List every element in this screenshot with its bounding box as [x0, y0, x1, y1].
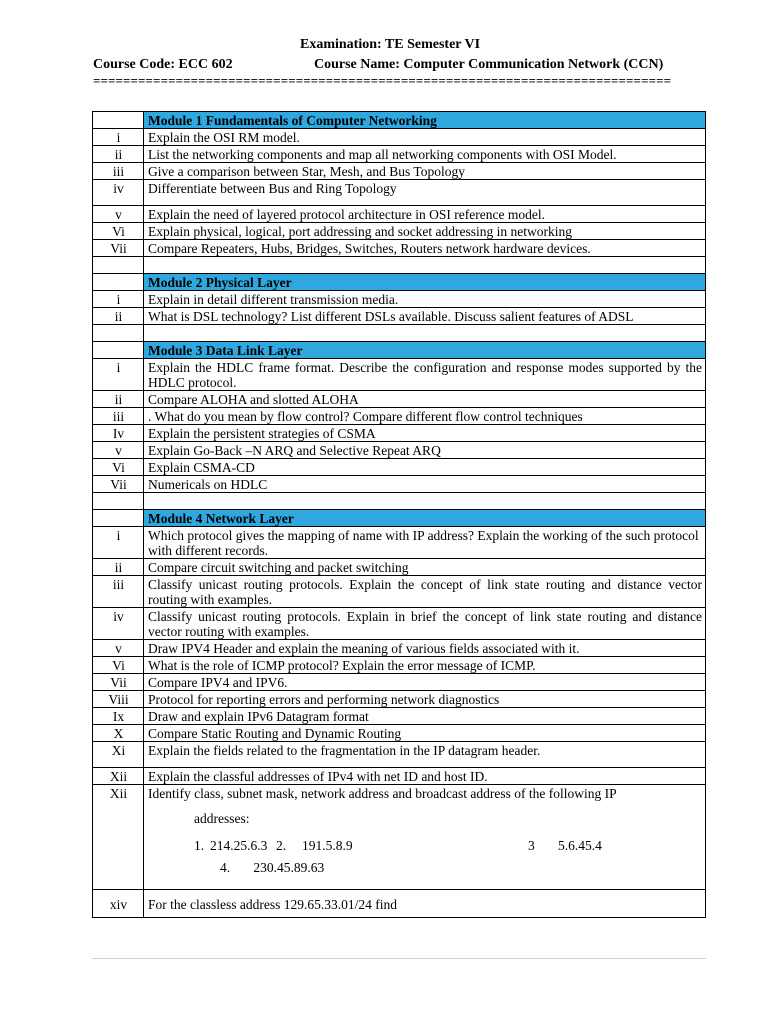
blank-cell [144, 257, 706, 274]
table-row [93, 708, 706, 725]
question-table [92, 111, 706, 918]
question-text: List the networking components and map all networking components with OSI Model. [144, 146, 706, 163]
question-text: Explain the OSI RM model. [144, 129, 706, 146]
table-row [93, 442, 706, 459]
ip-list-line [148, 826, 702, 853]
module-header-row [93, 510, 706, 527]
module-header-row [93, 112, 706, 129]
table-row [93, 890, 706, 918]
module-num-cell [93, 510, 144, 527]
question-text: Differentiate between Bus and Ring Topology [144, 180, 706, 206]
question-text: Compare Static Routing and Dynamic Routing [144, 725, 706, 742]
question-number: Vi [93, 657, 144, 674]
module-num-cell [93, 342, 144, 359]
blank-cell [144, 493, 706, 510]
question-text: Compare IPV4 and IPV6. [144, 674, 706, 691]
table-row [93, 359, 706, 391]
blank-cell [93, 325, 144, 342]
table-row [93, 408, 706, 425]
table-row [93, 674, 706, 691]
table-row [93, 459, 706, 476]
question-number: iv [93, 608, 144, 640]
question-text: Explain the persistent strategies of CSMA [144, 425, 706, 442]
table-row [93, 559, 706, 576]
ip-address: 5.6.45.4 [558, 838, 602, 853]
table-row [93, 640, 706, 657]
ip-number: 4. [220, 860, 231, 875]
question-number: X [93, 725, 144, 742]
question-number: i [93, 291, 144, 308]
ip-address: 230.45.89.63 [253, 860, 325, 875]
ip-number: 1. [194, 838, 205, 853]
question-text: Explain in detail different transmission media. [144, 291, 706, 308]
question-text: Explain the classful addresses of IPv4 with net ID and host ID. [144, 768, 706, 785]
question-number: Xi [93, 742, 144, 768]
question-text: Identify class, subnet mask, network address and broadcast address of the following IP [148, 786, 617, 801]
separator-line: ============================================================================= [93, 73, 672, 88]
blank-cell [93, 257, 144, 274]
course-code: Course Code: ECC 602 [93, 57, 233, 72]
blank-cell [93, 493, 144, 510]
question-number: xiv [93, 890, 144, 918]
table-row [93, 163, 706, 180]
blank-cell [144, 325, 706, 342]
question-number: i [93, 129, 144, 146]
question-number: Vi [93, 223, 144, 240]
table-row [93, 742, 706, 768]
table-row [93, 308, 706, 325]
table-row [93, 576, 706, 608]
question-text: Protocol for reporting errors and performing network diagnostics [144, 691, 706, 708]
question-text: Compare circuit switching and packet switching [144, 559, 706, 576]
module-title: Module 2 Physical Layer [144, 274, 706, 291]
question-number: Vii [93, 674, 144, 691]
question-number: v [93, 640, 144, 657]
question-number: ii [93, 146, 144, 163]
table-row [93, 240, 706, 257]
question-text: Compare ALOHA and slotted ALOHA [144, 391, 706, 408]
module-title: Module 3 Data Link Layer [144, 342, 706, 359]
module-num-cell [93, 274, 144, 291]
table-row [93, 391, 706, 408]
blank-row [93, 257, 706, 274]
table-row [93, 527, 706, 559]
question-number: iii [93, 408, 144, 425]
table-row [93, 785, 706, 890]
ip-number: 3 [528, 838, 535, 853]
table-row [93, 146, 706, 163]
ip-address: 214.25.6.3 [210, 838, 268, 853]
question-text: Explain Go-Back –N ARQ and Selective Repeat ARQ [144, 442, 706, 459]
question-number: Xii [93, 768, 144, 785]
table-row [93, 476, 706, 493]
ip-address: 191.5.8.9 [302, 838, 353, 853]
question-text: Classify unicast routing protocols. Explain the concept of link state routing and distance vector routing with examples. [144, 576, 706, 608]
table-row [93, 223, 706, 240]
table-row [93, 129, 706, 146]
question-text: Which protocol gives the mapping of name with IP address? Explain the working of the such protocol with different records. [144, 527, 706, 559]
question-number: Viii [93, 691, 144, 708]
question-number: Vii [93, 476, 144, 493]
module-num-cell [93, 112, 144, 129]
question-cell [144, 785, 706, 890]
question-text: Explain the need of layered protocol architecture in OSI reference model. [144, 206, 706, 223]
table-row [93, 180, 706, 206]
module-header-row [93, 274, 706, 291]
ip-number: 2. [276, 838, 287, 853]
question-text: Explain the HDLC frame format. Describe the configuration and response modes supported by the HDLC protocol. [144, 359, 706, 391]
course-name: Course Name: Computer Communication Network (CCN) [314, 57, 664, 72]
question-number: iii [93, 163, 144, 180]
question-text: Explain the fields related to the fragmentation in the IP datagram header. [144, 742, 706, 768]
question-text: What is DSL technology? List different DSLs available. Discuss salient features of ADSL [144, 308, 706, 325]
blank-row [93, 493, 706, 510]
question-number: ii [93, 308, 144, 325]
table-row [93, 206, 706, 223]
table-row [93, 691, 706, 708]
module-header-row [93, 342, 706, 359]
question-number: v [93, 442, 144, 459]
table-row [93, 608, 706, 640]
table-row [93, 425, 706, 442]
question-number: i [93, 359, 144, 391]
question-text: . What do you mean by flow control? Compare different flow control techniques [144, 408, 706, 425]
question-number: iv [93, 180, 144, 206]
question-text: What is the role of ICMP protocol? Explain the error message of ICMP. [144, 657, 706, 674]
exam-title: Examination: TE Semester VI [300, 37, 481, 52]
question-number: ii [93, 391, 144, 408]
question-number: Vi [93, 459, 144, 476]
question-text: Explain physical, logical, port addressing and socket addressing in networking [144, 223, 706, 240]
question-text: Numericals on HDLC [144, 476, 706, 493]
question-number: ii [93, 559, 144, 576]
table-row [93, 725, 706, 742]
question-text: Explain CSMA-CD [144, 459, 706, 476]
question-text-continued: addresses: [194, 811, 250, 826]
question-number: i [93, 527, 144, 559]
question-text: Give a comparison between Star, Mesh, and Bus Topology [144, 163, 706, 180]
module-title: Module 1 Fundamentals of Computer Networking [144, 112, 706, 129]
page-divider [92, 958, 706, 959]
question-number: v [93, 206, 144, 223]
question-number: Ix [93, 708, 144, 725]
question-text: Draw and explain IPv6 Datagram format [144, 708, 706, 725]
question-text: Classify unicast routing protocols. Explain in brief the concept of link state routing and distance vector routing with examples. [144, 608, 706, 640]
blank-row [93, 325, 706, 342]
question-number: iii [93, 576, 144, 608]
question-text: For the classless address 129.65.33.01/24 find [144, 890, 706, 918]
ip-list-line [148, 853, 702, 889]
module-title: Module 4 Network Layer [144, 510, 706, 527]
question-number: Vii [93, 240, 144, 257]
table-row [93, 291, 706, 308]
question-number: Iv [93, 425, 144, 442]
question-text: Draw IPV4 Header and explain the meaning of various fields associated with it. [144, 640, 706, 657]
table-row [93, 657, 706, 674]
question-number: Xii [93, 785, 144, 890]
table-row [93, 768, 706, 785]
question-text: Compare Repeaters, Hubs, Bridges, Switches, Routers network hardware devices. [144, 240, 706, 257]
